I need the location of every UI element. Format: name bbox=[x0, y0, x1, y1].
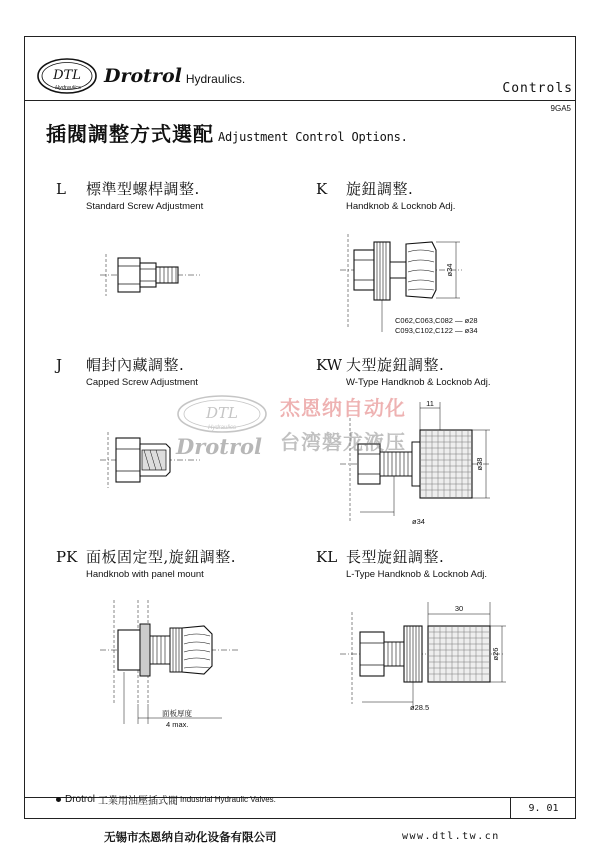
option-code: L bbox=[56, 180, 66, 198]
option-en: Handknob with panel mount bbox=[86, 569, 204, 580]
brand-sub: Hydraulics. bbox=[185, 71, 246, 86]
k-note1: C062,C063,C082 — ø28 bbox=[395, 316, 478, 325]
option-cn: 大型旋鈕調整. bbox=[346, 356, 445, 374]
drawing-kl bbox=[340, 598, 510, 718]
option-cn: 帽封內藏調整. bbox=[86, 356, 185, 374]
title-en: Adjustment Control Options. bbox=[218, 130, 408, 144]
option-cn: 標準型螺桿調整. bbox=[86, 180, 200, 198]
option-cn: 長型旋鈕調整. bbox=[346, 548, 445, 566]
header-rule bbox=[24, 100, 576, 101]
kw-dia: ø38 bbox=[475, 457, 484, 471]
pk-max: 4 max. bbox=[166, 720, 189, 729]
brand-name: Drotrol bbox=[104, 65, 182, 87]
option-en: Handknob & Locknob Adj. bbox=[346, 201, 456, 212]
kl-dia2: ø28.5 bbox=[410, 703, 430, 712]
logo-text: DTL bbox=[53, 68, 81, 83]
k-note2: C093,C102,C122 — ø34 bbox=[395, 326, 478, 335]
drawing-k bbox=[340, 232, 500, 337]
title-cn: 插閥調整方式選配 bbox=[46, 122, 214, 146]
page-code: 9GA5 bbox=[550, 104, 571, 113]
option-j bbox=[56, 354, 198, 388]
option-l bbox=[56, 178, 203, 212]
section-label: Controls bbox=[502, 81, 573, 96]
option-en: W-Type Handknob & Locknob Adj. bbox=[346, 377, 491, 388]
kw-dia2: ø34 bbox=[412, 517, 425, 526]
kl-width: 30 bbox=[454, 604, 464, 613]
drawing-l bbox=[100, 240, 210, 310]
logo-subtext: Hydraulics bbox=[55, 85, 81, 91]
page-title bbox=[46, 118, 408, 147]
dtl-logo-icon bbox=[36, 56, 98, 96]
footer-brand: Drotrol bbox=[65, 794, 96, 805]
watermark-cn2: 台湾磐龙液压 bbox=[280, 430, 406, 454]
kl-dia: ø26 bbox=[491, 647, 500, 661]
option-code: PK bbox=[56, 548, 78, 566]
pk-label: 面板厚度 bbox=[162, 709, 192, 718]
drawing-pk bbox=[100, 598, 250, 734]
option-pk bbox=[56, 546, 236, 580]
option-kw bbox=[316, 354, 491, 388]
watermark-logo-subtext: Hydraulics bbox=[207, 425, 237, 431]
option-cn: 面板固定型,旋鈕調整. bbox=[86, 548, 237, 566]
option-kl bbox=[316, 546, 487, 580]
drawing-j bbox=[100, 430, 210, 490]
option-en: Capped Screw Adjustment bbox=[86, 377, 198, 388]
bullet-icon bbox=[56, 797, 61, 802]
company-name: 无锡市杰恩纳自动化设备有限公司 bbox=[104, 830, 277, 844]
option-code: KW bbox=[316, 356, 343, 374]
watermark-name: Drotrol bbox=[176, 434, 263, 459]
option-code: K bbox=[316, 180, 328, 198]
watermark-logo-text: DTL bbox=[206, 404, 238, 422]
option-code: J bbox=[56, 356, 63, 374]
brand-header bbox=[36, 56, 245, 96]
kw-width: 11 bbox=[426, 399, 434, 408]
option-en: Standard Screw Adjustment bbox=[86, 201, 204, 212]
watermark-cn1: 杰恩纳自动化 bbox=[280, 396, 406, 420]
footer-cn: 工業用油壓插式閥 bbox=[98, 796, 179, 807]
option-en: L-Type Handknob & Locknob Adj. bbox=[346, 569, 488, 580]
footer-line bbox=[56, 792, 276, 807]
footer-en: Industrial Hydraulic Valves. bbox=[180, 795, 276, 804]
k-dia: ø34 bbox=[445, 263, 454, 277]
option-k bbox=[316, 178, 455, 212]
drawing-kw bbox=[340, 398, 500, 530]
option-code: KL bbox=[316, 548, 338, 566]
website-url[interactable]: www.dtl.tw.cn bbox=[402, 831, 500, 842]
page-number: 9. 01 bbox=[510, 797, 576, 819]
option-cn: 旋鈕調整. bbox=[346, 180, 414, 198]
